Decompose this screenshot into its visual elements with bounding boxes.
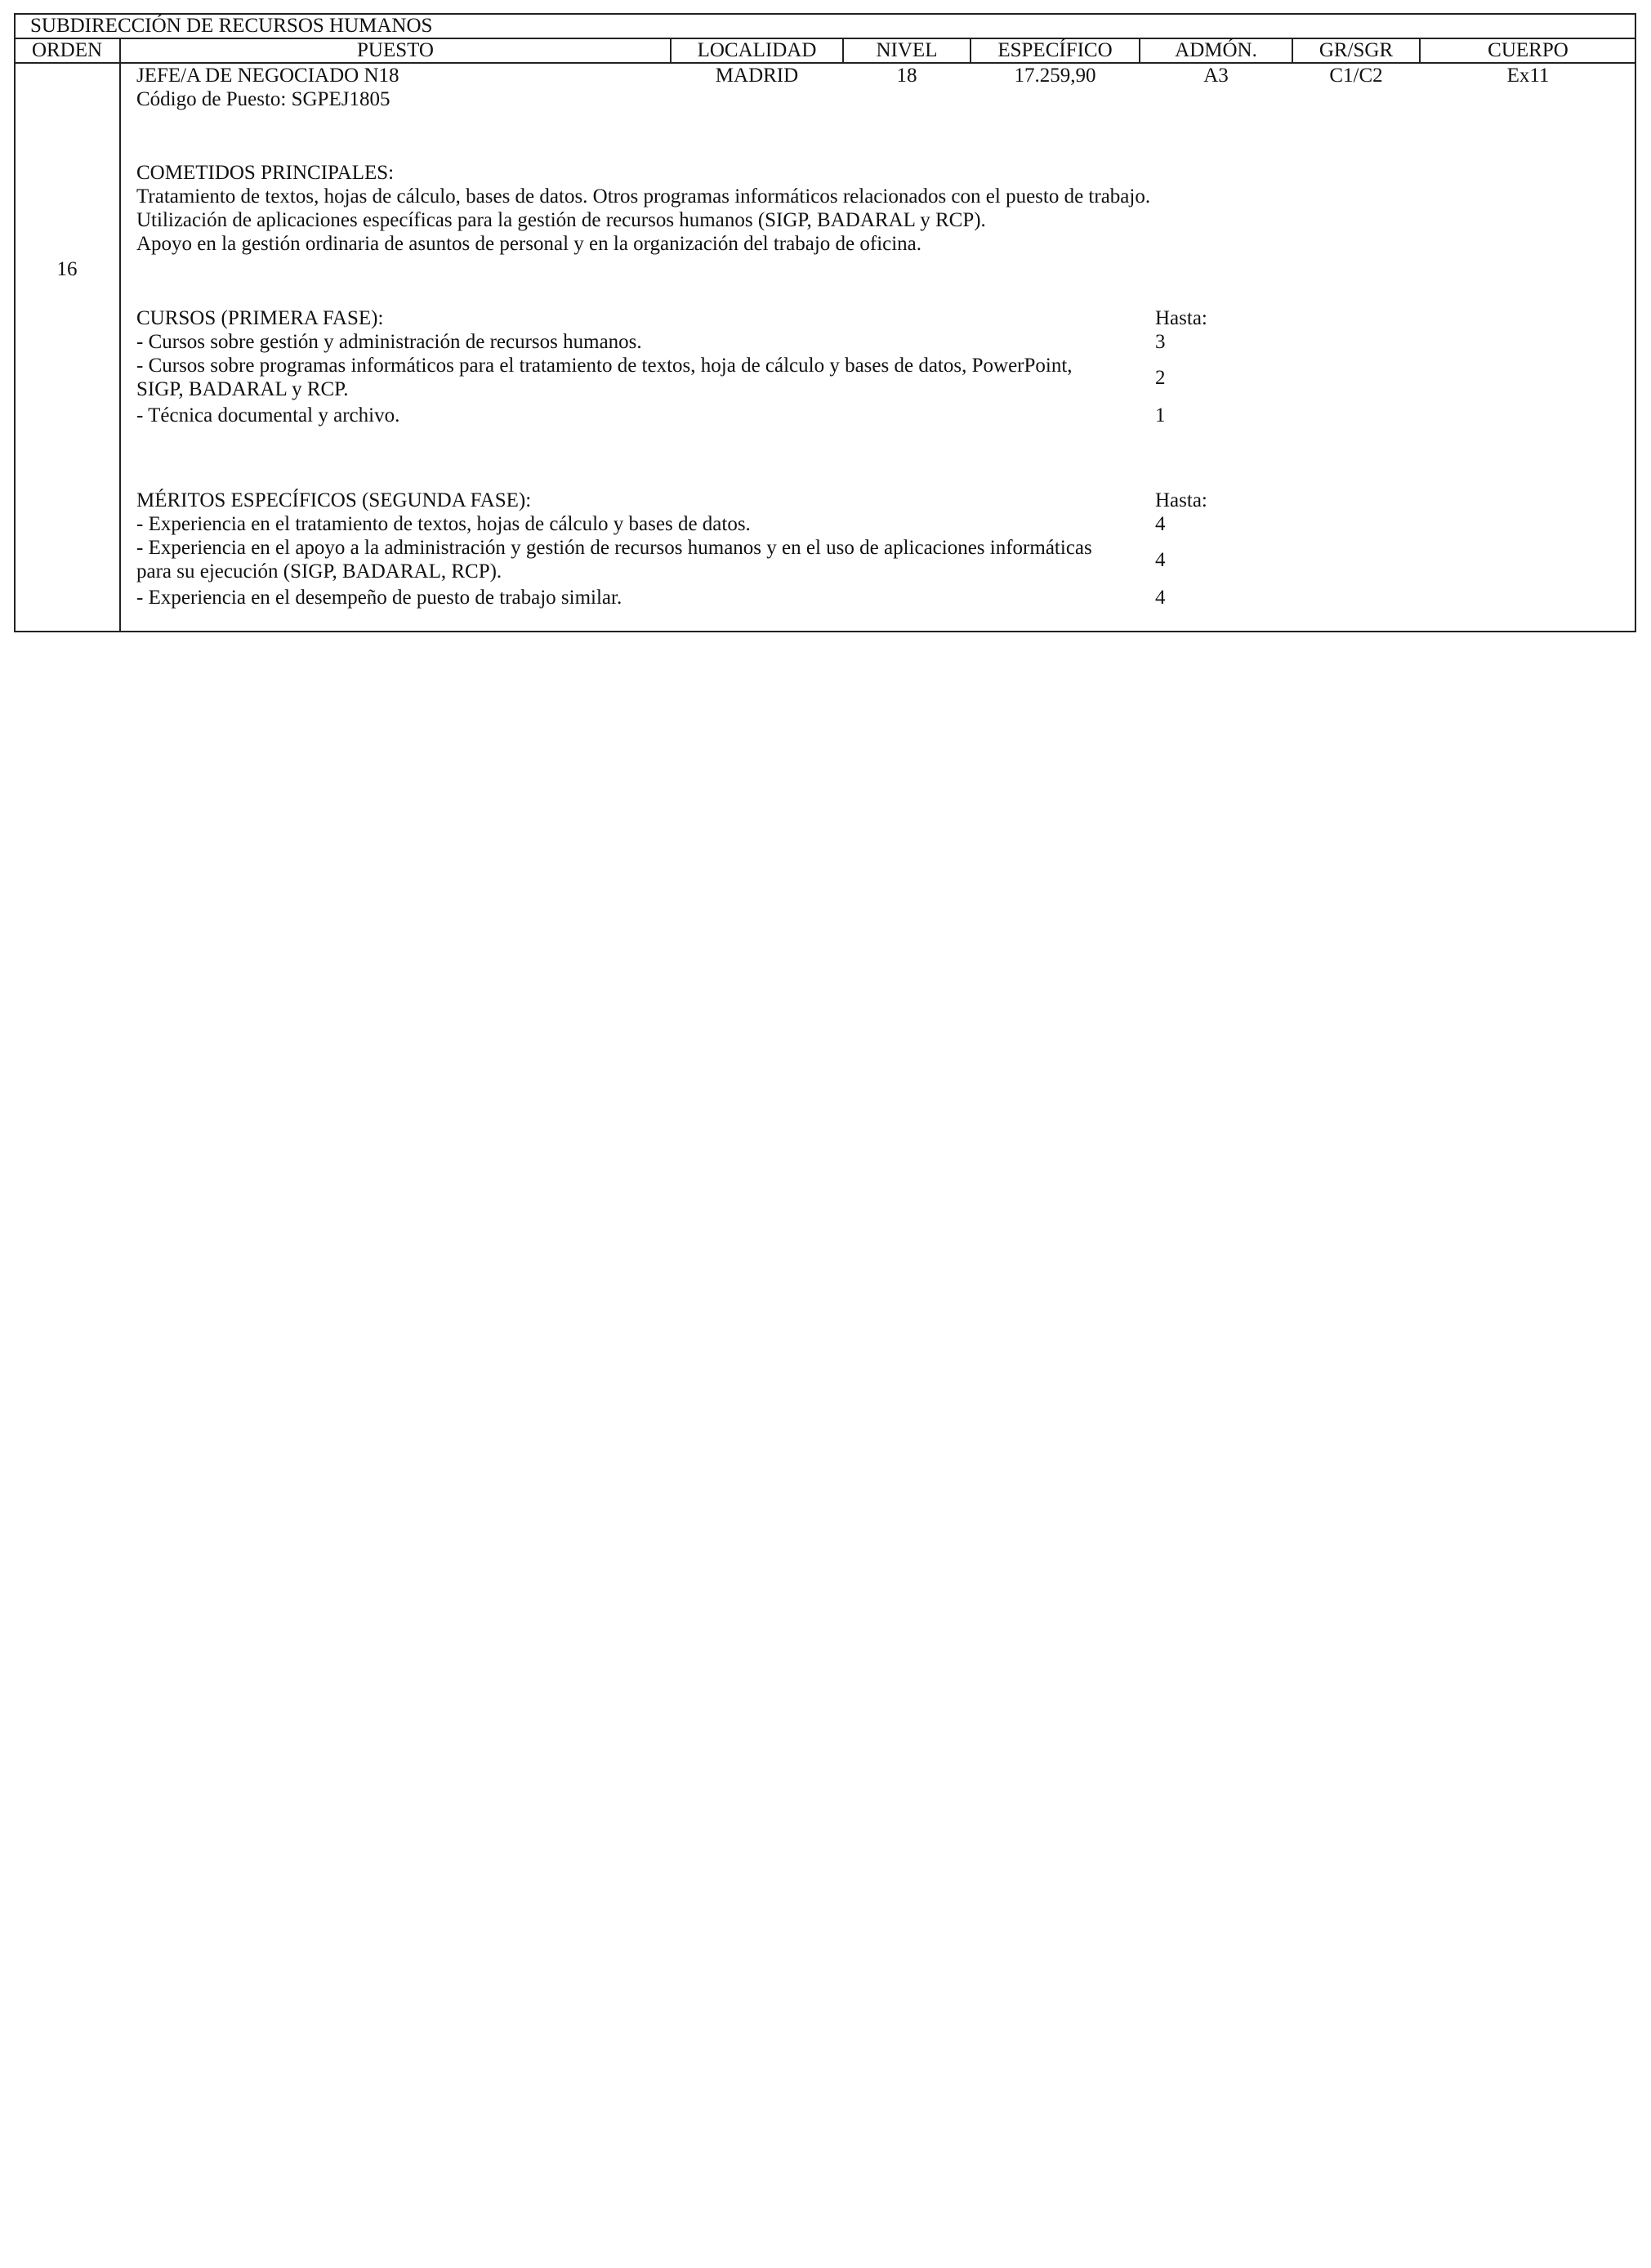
header-gr-sgr: GR/SGR: [1319, 39, 1394, 61]
cursos-item-points: 3: [1155, 331, 1166, 353]
section-title: SUBDIRECCIÓN DE RECURSOS HUMANOS: [30, 15, 433, 37]
meritos-item-line: para su ejecución (SIGP, BADARAL, RCP).: [136, 560, 502, 583]
meritos-item-line: - Experiencia en el desempeño de puesto de trabajo similar.: [136, 587, 622, 609]
header-orden: ORDEN: [31, 39, 103, 61]
meritos-item-points: 4: [1155, 549, 1166, 571]
row-localidad: MADRID: [715, 65, 799, 87]
cursos-hasta: Hasta:: [1155, 307, 1207, 329]
meritos-hasta: Hasta:: [1155, 489, 1207, 511]
cometidos-heading: COMETIDOS PRINCIPALES:: [136, 162, 395, 184]
header-puesto: PUESTO: [356, 39, 434, 61]
row-puesto-title: JEFE/A DE NEGOCIADO N18: [136, 65, 399, 87]
cursos-item-points: 1: [1155, 404, 1166, 426]
meritos-item-points: 4: [1155, 587, 1166, 609]
vacancy-table: [14, 13, 1636, 632]
cometidos-line: Apoyo en la gestión ordinaria de asuntos de personal y en la organización del trabajo de oficina.: [136, 233, 922, 255]
divider-orden: [119, 38, 121, 632]
meritos-item-line: - Experiencia en el apoyo a la administración y gestión de recursos humanos y en el uso de aplicaciones informáticas: [136, 537, 1092, 559]
header-localidad: LOCALIDAD: [697, 39, 817, 61]
cursos-item-points: 2: [1155, 367, 1166, 389]
header-nivel: NIVEL: [876, 39, 938, 61]
row-admon: A3: [1203, 65, 1229, 87]
cursos-item-line: - Cursos sobre gestión y administración de recursos humanos.: [136, 331, 642, 353]
cursos-item-line: - Técnica documental y archivo.: [136, 404, 400, 426]
cometidos-line: Utilización de aplicaciones específicas para la gestión de recursos humanos (SIGP, BADARAL y RCP).: [136, 209, 986, 231]
cursos-item-line: SIGP, BADARAL y RCP.: [136, 378, 349, 400]
row-especifico: 17.259,90: [1014, 65, 1096, 87]
header-especifico: ESPECÍFICO: [997, 39, 1113, 61]
cursos-item-line: - Cursos sobre programas informáticos para el tratamiento de textos, hoja de cálculo y bases de datos, PowerPoint,: [136, 355, 1073, 377]
meritos-heading: MÉRITOS ESPECÍFICOS (SEGUNDA FASE):: [136, 489, 532, 511]
meritos-item-points: 4: [1155, 513, 1166, 535]
cometidos-line: Tratamiento de textos, hojas de cálculo, bases de datos. Otros programas informáticos relacionados con el puesto de trabajo.: [136, 185, 1151, 208]
row-nivel: 18: [896, 65, 917, 87]
row-codigo: Código de Puesto: SGPEJ1805: [136, 88, 390, 110]
cursos-heading: CURSOS (PRIMERA FASE):: [136, 307, 384, 329]
row-cuerpo: Ex11: [1506, 65, 1550, 87]
header-cuerpo: CUERPO: [1488, 39, 1568, 61]
row-gr-sgr: C1/C2: [1329, 65, 1383, 87]
meritos-item-line: - Experiencia en el tratamiento de textos, hojas de cálculo y bases de datos.: [136, 513, 751, 535]
row-orden: 16: [56, 258, 78, 280]
header-admon: ADMÓN.: [1175, 39, 1257, 61]
